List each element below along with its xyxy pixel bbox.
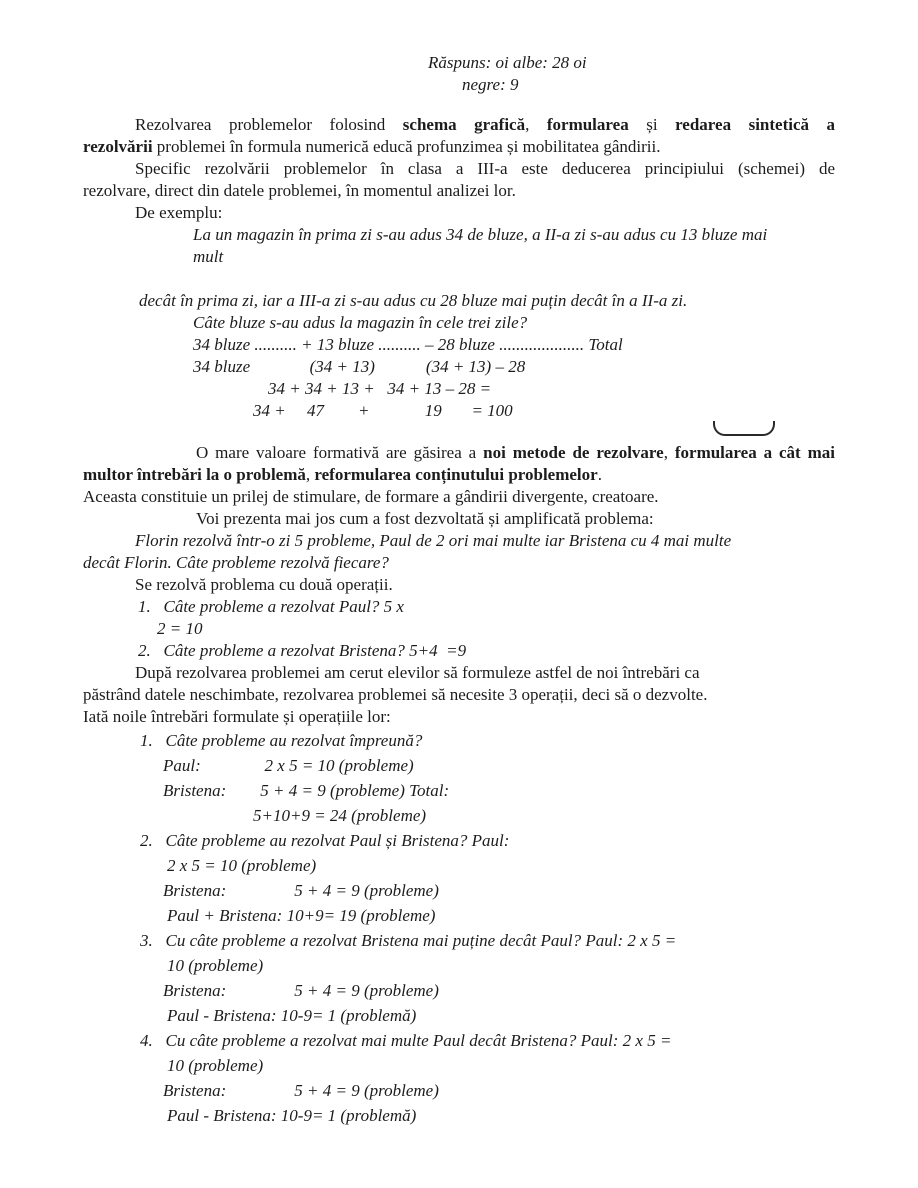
problem-statement-line [193, 224, 835, 246]
paragraph-line [196, 442, 835, 464]
paragraph-line [135, 574, 835, 596]
text-run: 1. Câte probleme a rezolvat Paul? 5 x [138, 597, 404, 616]
text-run: mult [193, 247, 224, 266]
text-run: decât în prima zi, iar a III-a zi s-au adus cu 28 bluze mai puțin decât în a II-a zi. [139, 291, 688, 310]
list-item [138, 640, 835, 662]
spacer [83, 268, 835, 290]
text-run: Bristena: 5 + 4 = 9 (probleme) [163, 1081, 439, 1100]
text-run: rezolvării [83, 137, 153, 156]
text-run: De exemplu: [135, 203, 223, 222]
spacer [83, 96, 835, 114]
problem-statement-line [83, 552, 835, 574]
text-run: Rezolvarea problemelor folosind [135, 115, 403, 134]
paragraph-line [83, 136, 835, 158]
text-run: noi metode de rezolvare [483, 443, 664, 462]
answer-line [428, 52, 835, 74]
text-run: 2 = 10 [157, 619, 203, 638]
text-run: 34 bluze (34 + 13) (34 + 13) – 28 [193, 357, 526, 376]
text-run: La un magazin în prima zi s-au adus 34 de bluze, a II-a zi s-au adus cu 13 bluze mai [193, 225, 768, 244]
text-run: Câte bluze s-au adus la magazin în cele trei zile? [193, 313, 528, 332]
paragraph-line [83, 464, 835, 486]
list-item-continuation [157, 618, 835, 640]
text-run: decât Florin. Câte probleme rezolvă fiecare? [83, 553, 389, 572]
list-item-continuation [167, 1103, 835, 1128]
problem-question-line [193, 312, 835, 334]
text-run: După rezolvarea problemei am cerut elevilor să formuleze astfel de noi întrebări ca [135, 663, 700, 682]
math-scheme-line [268, 378, 835, 400]
text-run: rezolvare, direct din datele problemei, în momentul analizei lor. [83, 181, 516, 200]
text-run: Paul - Bristena: 10-9= 1 (problemă) [167, 1106, 417, 1125]
underbrace-icon [713, 421, 775, 436]
text-run: , [663, 443, 675, 462]
paragraph-line [83, 180, 835, 202]
list-item-continuation [163, 878, 835, 903]
document-content [83, 52, 835, 1128]
list-item [140, 928, 835, 953]
problem-statement-line [139, 290, 835, 312]
text-run: Bristena: 5 + 4 = 9 (probleme) Total: [163, 781, 450, 800]
text-run: Paul: 2 x 5 = 10 (probleme) [163, 756, 414, 775]
text-run: 2. Câte probleme au rezolvat Paul și Bristena? Paul: [140, 831, 510, 850]
list-item-continuation [167, 1003, 835, 1028]
text-run: 34 + 34 + 13 + 34 + 13 – 28 = [268, 379, 492, 398]
paragraph-line [83, 486, 835, 508]
math-scheme-line [253, 400, 835, 422]
text-run: 4. Cu câte probleme a rezolvat mai multe Paul decât Bristena? Paul: 2 x 5 = [140, 1031, 672, 1050]
text-run: 10 (probleme) [167, 1056, 264, 1075]
paragraph-line [135, 114, 835, 136]
text-run: 34 bluze .......... + 13 bluze .......... – 28 bluze .................... Total [193, 335, 623, 354]
text-run: 34 + 47 + 19 = 100 [253, 401, 513, 420]
text-run: Voi prezenta mai jos cum a fost dezvoltată și amplificată problema: [196, 509, 654, 528]
text-run: 10 (probleme) [167, 956, 264, 975]
list-item [140, 728, 835, 753]
text-run: negre: 9 [462, 75, 519, 94]
text-run: . [597, 465, 602, 484]
list-item-continuation [167, 853, 835, 878]
text-run: formularea a cât mai [674, 443, 835, 462]
text-run: Bristena: 5 + 4 = 9 (probleme) [163, 881, 439, 900]
paragraph-line [83, 706, 835, 728]
text-run: multor întrebări la o problemă [83, 465, 306, 484]
list-item-continuation [163, 753, 835, 778]
text-run: Aceasta constituie un prilej de stimulare, de formare a gândirii divergente, creatoare. [83, 487, 659, 506]
list-item-continuation [163, 1078, 835, 1103]
text-run: , [525, 115, 547, 134]
text-run: 5+10+9 = 24 (probleme) [253, 806, 427, 825]
text-run: O mare valoare formativă are găsirea a [196, 443, 484, 462]
text-run: redarea sintetică a [675, 115, 836, 134]
text-run: Florin rezolvă într-o zi 5 probleme, Paul de 2 ori mai multe iar Bristena cu 4 mai multe [135, 531, 732, 550]
paragraph-line [196, 508, 835, 530]
paragraph-line [135, 158, 835, 180]
list-item [138, 596, 835, 618]
text-run: Se rezolvă problema cu două operații. [135, 575, 393, 594]
math-scheme-line [193, 356, 835, 378]
text-run: 3. Cu câte probleme a rezolvat Bristena mai puține decât Paul? Paul: 2 x 5 = [140, 931, 677, 950]
list-item-continuation [167, 903, 835, 928]
text-run: , [305, 465, 315, 484]
text-run: păstrând datele neschimbate, rezolvarea problemei să necesite 3 operații, deci să o dezvolte. [83, 685, 708, 704]
text-run: schema grafică [402, 115, 526, 134]
text-run: 2. Câte probleme a rezolvat Bristena? 5+4 =9 [138, 641, 467, 660]
text-run: Bristena: 5 + 4 = 9 (probleme) [163, 981, 439, 1000]
problem-statement-line [193, 246, 835, 268]
problem-statement-line [135, 530, 835, 552]
answer-line [462, 74, 835, 96]
math-scheme-line [193, 334, 835, 356]
text-run: Paul + Bristena: 10+9= 19 (probleme) [167, 906, 436, 925]
list-item-continuation [253, 803, 835, 828]
text-run: Iată noile întrebări formulate și operațiile lor: [83, 707, 391, 726]
text-run: problemei în formula numerică educă profunzimea și mobilitatea gândirii. [152, 137, 661, 156]
paragraph-line [83, 684, 835, 706]
list-item-continuation [163, 978, 835, 1003]
list-item-continuation [167, 1053, 835, 1078]
text-run: reformularea conținutului problemelor [314, 465, 598, 484]
list-item-continuation [167, 953, 835, 978]
text-run: Răspuns: oi albe: 28 oi [428, 53, 587, 72]
list-item-continuation [163, 778, 835, 803]
text-run: 2 x 5 = 10 (probleme) [167, 856, 317, 875]
text-run: formularea [546, 115, 629, 134]
paragraph-line [135, 202, 835, 224]
list-item [140, 1028, 835, 1053]
text-run: Paul - Bristena: 10-9= 1 (problemă) [167, 1006, 417, 1025]
text-run: Specific rezolvării problemelor în clasa a III-a este deducerea principiului (schemei) de [135, 159, 835, 178]
list-item [140, 828, 835, 853]
paragraph-line [135, 662, 835, 684]
text-run: și [628, 115, 676, 134]
text-run: 1. Câte probleme au rezolvat împreună? [140, 731, 423, 750]
